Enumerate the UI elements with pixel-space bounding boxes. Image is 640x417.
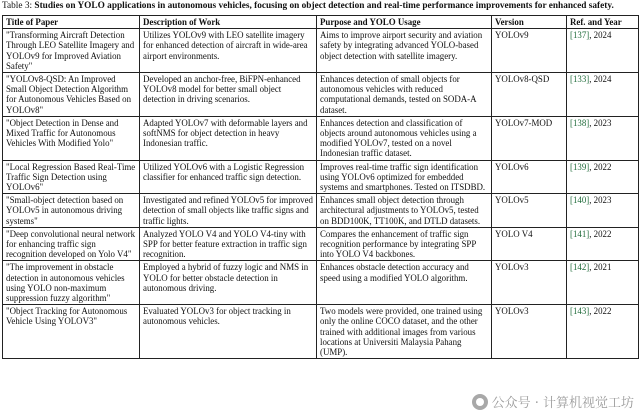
cell-description: Utilizes YOLOv9 with LEO satellite imagery for enhanced detection of aircraft in wide-area airport environments. bbox=[140, 29, 317, 73]
cell-purpose: Compares the enhancement of traffic sign recognition performance by integrating SPP into YOLO V4 backbones. bbox=[317, 227, 492, 261]
cell-purpose: Enhances detection and classification of objects around autonomous vehicles using a modified YOLOv7, tested on a novel Indonesian traffic dataset. bbox=[317, 116, 492, 160]
caption-text: Studies on YOLO applications in autonomous vehicles, focusing on object detection and real-time performance improvements for enhanced safety. bbox=[34, 1, 614, 11]
year: , 2022 bbox=[589, 161, 612, 172]
year: , 2021 bbox=[589, 262, 612, 273]
table-row bbox=[3, 261, 639, 305]
caption-label: Table 3: bbox=[2, 1, 33, 11]
year: , 2023 bbox=[589, 195, 612, 206]
table-row bbox=[3, 305, 639, 359]
ref-link[interactable]: [141] bbox=[570, 228, 590, 239]
year: , 2023 bbox=[589, 117, 612, 128]
table-row bbox=[3, 160, 639, 194]
year: , 2022 bbox=[589, 228, 612, 239]
cell-purpose: Two models were provided, one trained using only the online COCO dataset, and the other trained with additional images from various locations at Universiti Malaysia Pahang (UMP). bbox=[317, 305, 492, 359]
cell-purpose: Enhances small object detection through architectural adjustments to YOLOv5, tested on BDD100K, TT100K, and DTLD datasets. bbox=[317, 194, 492, 228]
cell-ref-year bbox=[567, 194, 639, 228]
cell-description: Utilized YOLOv6 with a Logistic Regression classifier for enhanced traffic sign detection. bbox=[140, 160, 317, 194]
cell-description: Employed a hybrid of fuzzy logic and NMS in YOLO for better obstacle detection in autonomous driving. bbox=[140, 261, 317, 305]
table-header-row bbox=[3, 16, 639, 29]
cell-version: YOLOv8-QSD bbox=[492, 73, 567, 117]
cell-purpose: Aims to improve airport security and aviation safety by integrating advanced YOLO-based object detection with satellite imagery. bbox=[317, 29, 492, 73]
cell-title: "The improvement in obstacle detection in autonomous vehicles using YOLO non-maximum suppression fuzzy algorithm" bbox=[3, 261, 140, 305]
cell-version: YOLO V4 bbox=[492, 227, 567, 261]
year: , 2024 bbox=[589, 74, 612, 85]
cell-ref-year bbox=[567, 227, 639, 261]
cell-ref-year bbox=[567, 160, 639, 194]
ref-link[interactable]: [139] bbox=[570, 161, 590, 172]
header-version: Version bbox=[492, 16, 567, 29]
ref-link[interactable]: [140] bbox=[570, 195, 590, 206]
header-purpose: Purpose and YOLO Usage bbox=[317, 16, 492, 29]
cell-title: "Deep convolutional neural network for enhancing traffic sign recognition developed on Yolo V4" bbox=[3, 227, 140, 261]
cell-ref-year bbox=[567, 29, 639, 73]
table-row bbox=[3, 29, 639, 73]
ref-link[interactable]: [137] bbox=[570, 30, 590, 41]
cell-description: Developed an anchor-free, BiFPN-enhanced YOLOv8 model for better small object detection in driving scenarios. bbox=[140, 73, 317, 117]
cell-title: "Small-object detection based on YOLOv5 in autonomous driving systems" bbox=[3, 194, 140, 228]
cell-description: Analyzed YOLO V4 and YOLO V4-tiny with SPP for better feature extraction in traffic sign recognition. bbox=[140, 227, 317, 261]
wechat-icon bbox=[472, 394, 488, 410]
cell-title: "Local Regression Based Real-Time Traffic Sign Detection using YOLOv6" bbox=[3, 160, 140, 194]
cell-ref-year bbox=[567, 261, 639, 305]
ref-link[interactable]: [138] bbox=[570, 117, 590, 128]
table-row bbox=[3, 227, 639, 261]
cell-ref-year bbox=[567, 305, 639, 359]
cell-ref-year bbox=[567, 73, 639, 117]
cell-version: YOLOv6 bbox=[492, 160, 567, 194]
header-description: Description of Work bbox=[140, 16, 317, 29]
ref-link[interactable]: [143] bbox=[570, 306, 590, 317]
ref-link[interactable]: [133] bbox=[570, 74, 590, 85]
header-ref-year: Ref. and Year bbox=[567, 16, 639, 29]
watermark bbox=[472, 392, 634, 411]
table-row bbox=[3, 73, 639, 117]
cell-purpose: Improves real-time traffic sign identification using YOLOv6 optimized for embedded systems and smartphones. Tested on ITSDBD. bbox=[317, 160, 492, 194]
cell-purpose: Enhances detection of small objects for autonomous vehicles with reduced computational demands, tested on SODA-A dataset. bbox=[317, 73, 492, 117]
watermark-text: 公众号 · 计算机视觉工坊 bbox=[491, 396, 634, 411]
ref-link[interactable]: [142] bbox=[570, 262, 590, 273]
cell-description: Adapted YOLOv7 with deformable layers and softNMS for object detection in heavy Indonesian traffic. bbox=[140, 116, 317, 160]
table-row bbox=[3, 194, 639, 228]
cell-description: Evaluated YOLOv3 for object tracking in autonomous vehicles. bbox=[140, 305, 317, 359]
header-title: Title of Paper bbox=[3, 16, 140, 29]
cell-title: "Object Tracking for Autonomous Vehicle Using YOLOV3" bbox=[3, 305, 140, 359]
cell-version: YOLOv3 bbox=[492, 305, 567, 359]
year: , 2022 bbox=[589, 306, 612, 317]
cell-purpose: Enhances obstacle detection accuracy and speed using a modified YOLO algorithm. bbox=[317, 261, 492, 305]
cell-version: YOLOv7-MOD bbox=[492, 116, 567, 160]
table-row bbox=[3, 116, 639, 160]
year: , 2024 bbox=[589, 30, 612, 41]
cell-version: YOLOv3 bbox=[492, 261, 567, 305]
cell-description: Investigated and refined YOLOv5 for improved detection of small objects like traffic signs and traffic lights. bbox=[140, 194, 317, 228]
cell-title: "Transforming Aircraft Detection Through LEO Satellite Imagery and YOLOv9 for Improved Aviation Safety" bbox=[3, 29, 140, 73]
cell-version: YOLOv5 bbox=[492, 194, 567, 228]
cell-ref-year bbox=[567, 116, 639, 160]
cell-title: "Object Detection in Dense and Mixed Traffic for Autonomous Vehicles With Modified Yolo" bbox=[3, 116, 140, 160]
studies-table bbox=[2, 15, 639, 359]
cell-title: "YOLOv8-QSD: An Improved Small Object Detection Algorithm for Autonomous Vehicles Based on YOLOv8" bbox=[3, 73, 140, 117]
table-caption bbox=[2, 1, 638, 12]
cell-version: YOLOv9 bbox=[492, 29, 567, 73]
